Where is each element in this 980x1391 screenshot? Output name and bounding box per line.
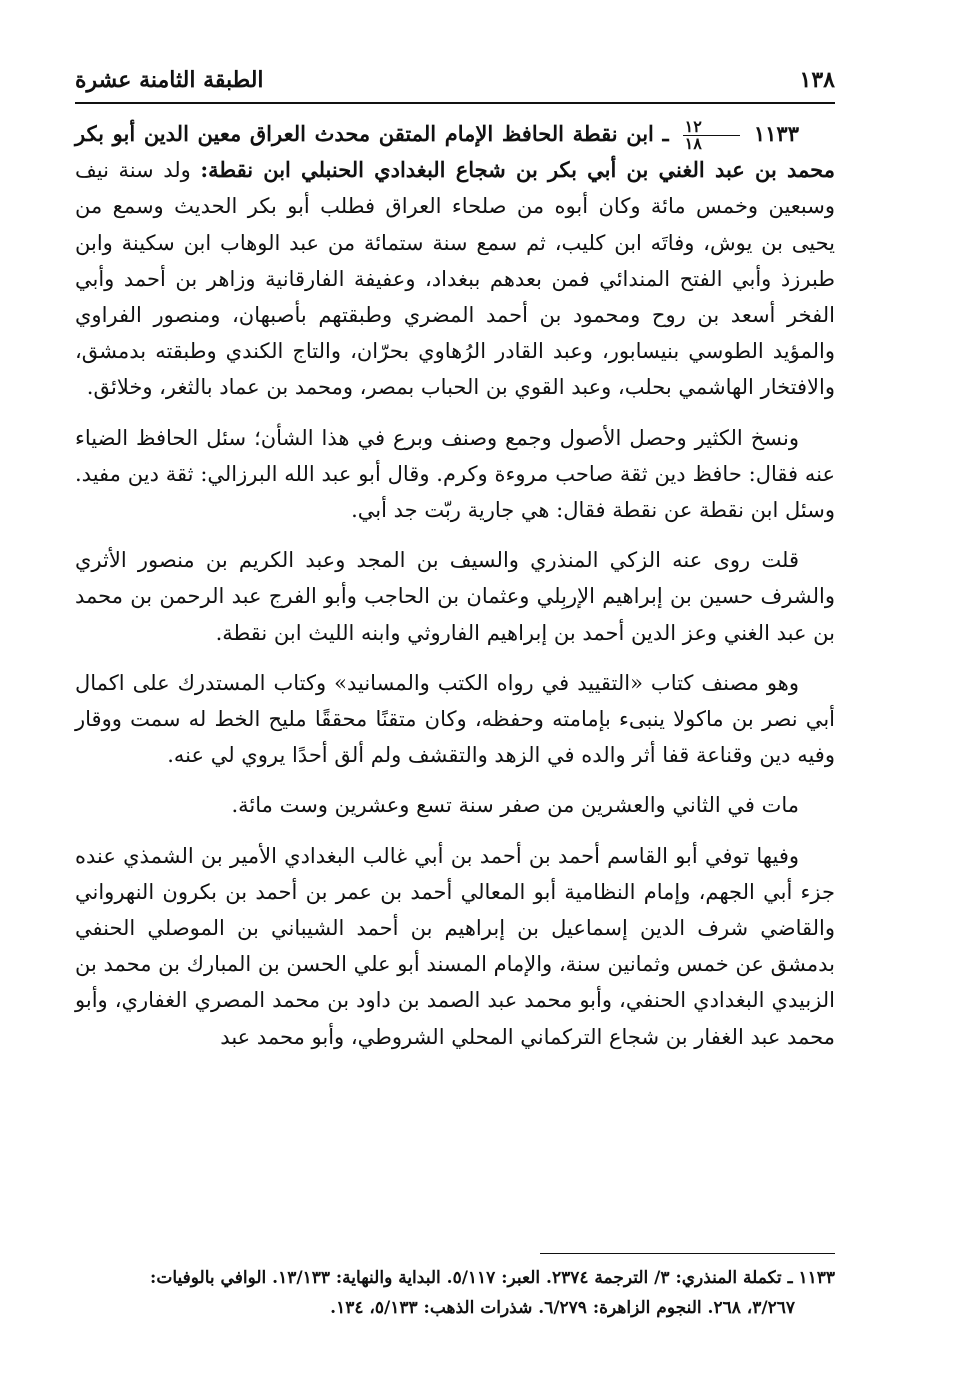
- footnote-line: ١١٣٣ ـ تكملة المنذري: ٣/ الترجمة ٢٣٧٤. العبر: ٥/١١٧. البداية والنهاية: ١٣/١٣٣. الوافي بالوفيات:: [150, 1268, 835, 1288]
- paragraph: مات في الثاني والعشرين من صفر سنة تسع وعشرين وست مائة.: [231, 793, 799, 818]
- entry-fraction: [683, 119, 740, 152]
- footnote-line: ٣/٢٦٧، ٢٦٨. النجوم الزاهرة: ٦/٢٧٩. شذرات الذهب: ٥/١٣٣، ١٣٤.: [330, 1298, 795, 1318]
- page-number: ١٣٨: [799, 67, 835, 93]
- fraction-top: ١٢: [683, 119, 740, 136]
- running-title: الطبقة الثامنة عشرة: [75, 67, 264, 93]
- footnote-rule: [540, 1253, 835, 1254]
- entry-number: ١١٣٣: [753, 121, 799, 146]
- page-header: [75, 62, 835, 98]
- main-text: [75, 116, 835, 1069]
- fraction-bottom: ١٨: [684, 134, 702, 153]
- paragraph: قلت روى عنه الزكي المنذري والسيف بن المجد وعبد الكريم بن منصور الأثري والشرف حسين بن إبراهيم الإربِلي وعثمان بن الحاجب وأبو الفرج عبد الرحمن بن محمد بن عبد الغني وعز الدين أحمد بن إبراهيم الفاروثي وابنه الليث ابن نقطة.: [75, 548, 835, 645]
- entry-text: ولد سنة نيف وسبعين وخمس مائة وكان أبوه من صلحاء العراق فطلب أبو بكر الحديث وسمع من يحيى بن يوش، وفاتَه ابن كليب، ثم سمع سنة ستمائة من عبد الوهاب ابن سكينة وابن طبرزذ وأبي الفتح المندائي فمن بعدهم ببغداد، وعفيفة الفارقانية وزاهر بن أحمد وأبي الفخر أسعد بن روح ومحمود بن أحمد المضري وطبقتهم بأصبهان، ومنصور الفراوي والمؤيد الطوسي بنيسابور، وعبد القادر الرُهاوي بحرّان، والتاج الكندي وطبقته بدمشق، والافتخار الهاشمي بحلب، وعبد القوي بن الحباب بمصر، ومحمد بن عماد بالثغر، وخلائق.: [75, 158, 835, 400]
- header-rule: [75, 102, 835, 104]
- entry-paragraph: [75, 116, 835, 406]
- paragraph: ونسخ الكثير وحصل الأصول وجمع وصنف وبرع في هذا الشأن؛ سئل الحافظ الضياء عنه فقال: حافظ دين ثقة صاحب مروءة وكرم. وقال أبو عبد الله البرزالي: ثقة دين مفيد. وسئل ابن نقطة عن نقطة فقال: هي جارية ربّت جد أبي.: [75, 425, 835, 523]
- footnote: [75, 1263, 835, 1323]
- paragraph: وفيها توفي أبو القاسم أحمد بن أحمد بن أبي غالب البغدادي الأمير بن الشمذي عنده جزء أبي الجهم، وإمام النظامية أبو المعالي أحمد بن عمر بن أحمد بن بكرون النهرواني والقاضي شرف الدين إسماعيل بن إبراهيم بن أحمد الشيباني بن الموصلي الحنفي بدمشق عن خمس وثمانين سنة، والإمام المسند أبو علي الحسن بن المبارك بن محمد بن الزبيدي البغدادي الحنفي، وأبو محمد عبد الصمد بن داود بن محمد المصري الغفاري، وأبو محمد عبد الغفار بن شجاع التركماني المحلي الشروطي، وأبو محمد عبد: [75, 843, 835, 1049]
- entry-title: ـ ابن نقطة الحافظ الإمام المتقن محدث العراق معين الدين أبو بكر محمد بن عبد الغني بن أبي بكر بن شجاع البغدادي الحنبلي ابن نقطة:: [75, 121, 835, 183]
- paragraph: وهو مصنف كتاب «التقييد في رواه الكتب والمسانيد» وكتاب المستدرك على اكمال أبي نصر بن ماكولا ينبىء بإمامته وحفظه، وكان متقنًا محققًا مليح الخط له سمت ووقار وفيه دين وقناعة قفا أثر والده في الزهد والتقشف ولم ألق أحدًا يروي لي عنه.: [75, 670, 835, 768]
